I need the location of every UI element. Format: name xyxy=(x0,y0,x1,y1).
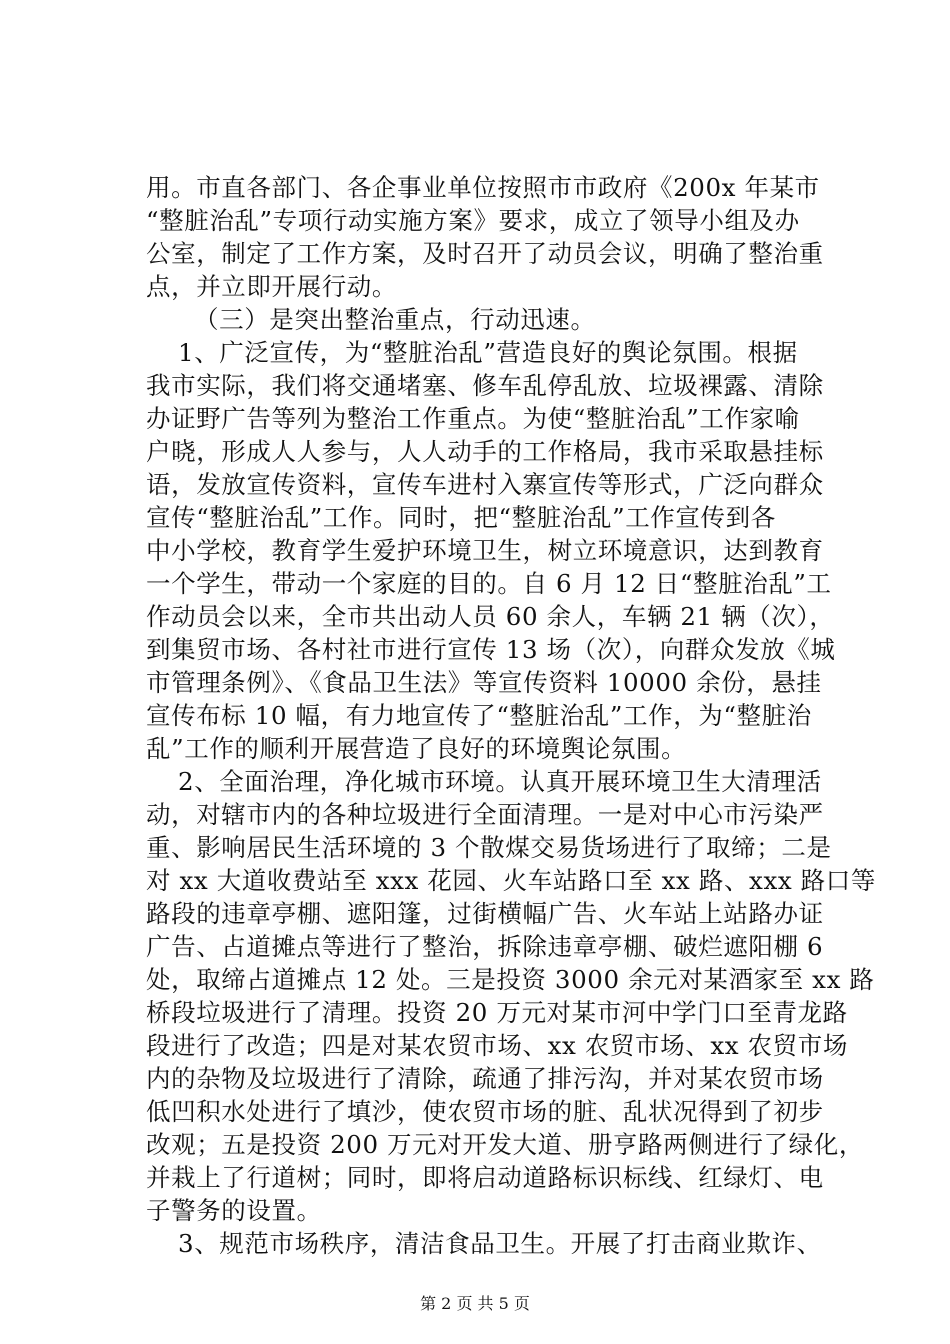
text-line: 处，取缔占道摊点 12 处。三是投资 3000 余元对某酒家至 xx 路 xyxy=(146,965,875,994)
text-line: 路段的违章亭棚、遮阳篷，过街横幅广告、火车站上站路办证 xyxy=(146,899,824,928)
text-line: 动，对辖市内的各种垃圾进行全面清理。一是对中心市污染严 xyxy=(146,800,824,829)
text-line: 公室，制定了工作方案，及时召开了动员会议，明确了整治重 xyxy=(146,239,824,268)
text-line: 宣传布标 10 幅，有力地宣传了“整脏治乱”工作，为“整脏治 xyxy=(146,701,812,730)
text-line: 桥段垃圾进行了清理。投资 20 万元对某市河中学门口至青龙路 xyxy=(146,998,848,1027)
text-line: 重、影响居民生活环境的 3 个散煤交易货场进行了取缔；二是 xyxy=(146,833,832,862)
text-line: 用。市直各部门、各企事业单位按照市市政府《200x 年某市 xyxy=(146,173,820,202)
text-line: 广告、占道摊点等进行了整治，拆除违章亭棚、破烂遮阳棚 6 xyxy=(146,932,824,961)
text-line: 办证野广告等列为整治工作重点。为使“整脏治乱”工作家喻 xyxy=(146,404,800,433)
page-number: 第 2 页 共 5 页 xyxy=(420,1294,530,1313)
text-line: 语，发放宣传资料，宣传车进村入寨宣传等形式，广泛向群众 xyxy=(146,470,824,499)
text-line: 1、广泛宣传，为“整脏治乱”营造良好的舆论氛围。根据 xyxy=(178,338,798,367)
text-line: 并栽上了行道树；同时，即将启动道路标识标线、红绿灯、电 xyxy=(146,1163,824,1192)
text-line: 内的杂物及垃圾进行了清除，疏通了排污沟，并对某农贸市场 xyxy=(146,1064,824,1093)
text-line: “整脏治乱”专项行动实施方案》要求，成立了领导小组及办 xyxy=(146,206,800,235)
text-line: 我市实际，我们将交通堵塞、修车乱停乱放、垃圾裸露、清除 xyxy=(146,371,824,400)
text-line: 对 xx 大道收费站至 xxx 花园、火车站路口至 xx 路、xxx 路口等 xyxy=(146,866,876,895)
text-line: 乱”工作的顺利开展营造了良好的环境舆论氛围。 xyxy=(146,734,687,763)
text-line: 一个学生，带动一个家庭的目的。自 6 月 12 日“整脏治乱”工 xyxy=(146,569,832,598)
text-line: 户晓，形成人人参与，人人动手的工作格局，我市采取悬挂标 xyxy=(146,437,824,466)
text-line: 改观；五是投资 200 万元对开发大道、册亨路两侧进行了绿化， xyxy=(146,1130,864,1159)
text-line: （三）是突出整治重点，行动迅速。 xyxy=(194,305,596,334)
text-line: 2、全面治理，净化城市环境。认真开展环境卫生大清理活 xyxy=(178,767,822,796)
text-line: 市管理条例》、《食品卫生法》等宣传资料 10000 余份，悬挂 xyxy=(146,668,822,697)
text-line: 3、规范市场秩序，清洁食品卫生。开展了打击商业欺诈、 xyxy=(178,1229,822,1258)
text-line: 中小学校，教育学生爱护环境卫生，树立环境意识，达到教育 xyxy=(146,536,824,565)
text-line: 子警务的设置。 xyxy=(146,1196,322,1225)
text-line: 点，并立即开展行动。 xyxy=(146,272,397,301)
text-line: 到集贸市场、各村社市进行宣传 13 场（次），向群众发放《城 xyxy=(146,635,836,664)
text-line: 作动员会以来，全市共出动人员 60 余人，车辆 21 辆（次）， xyxy=(146,602,835,631)
text-line: 宣传“整脏治乱”工作。同时，把“整脏治乱”工作宣传到各 xyxy=(146,503,776,532)
text-line: 段进行了改造；四是对某农贸市场、xx 农贸市场、xx 农贸市场 xyxy=(146,1031,848,1060)
text-line: 低凹积水处进行了填沙，使农贸市场的脏、乱状况得到了初步 xyxy=(146,1097,824,1126)
